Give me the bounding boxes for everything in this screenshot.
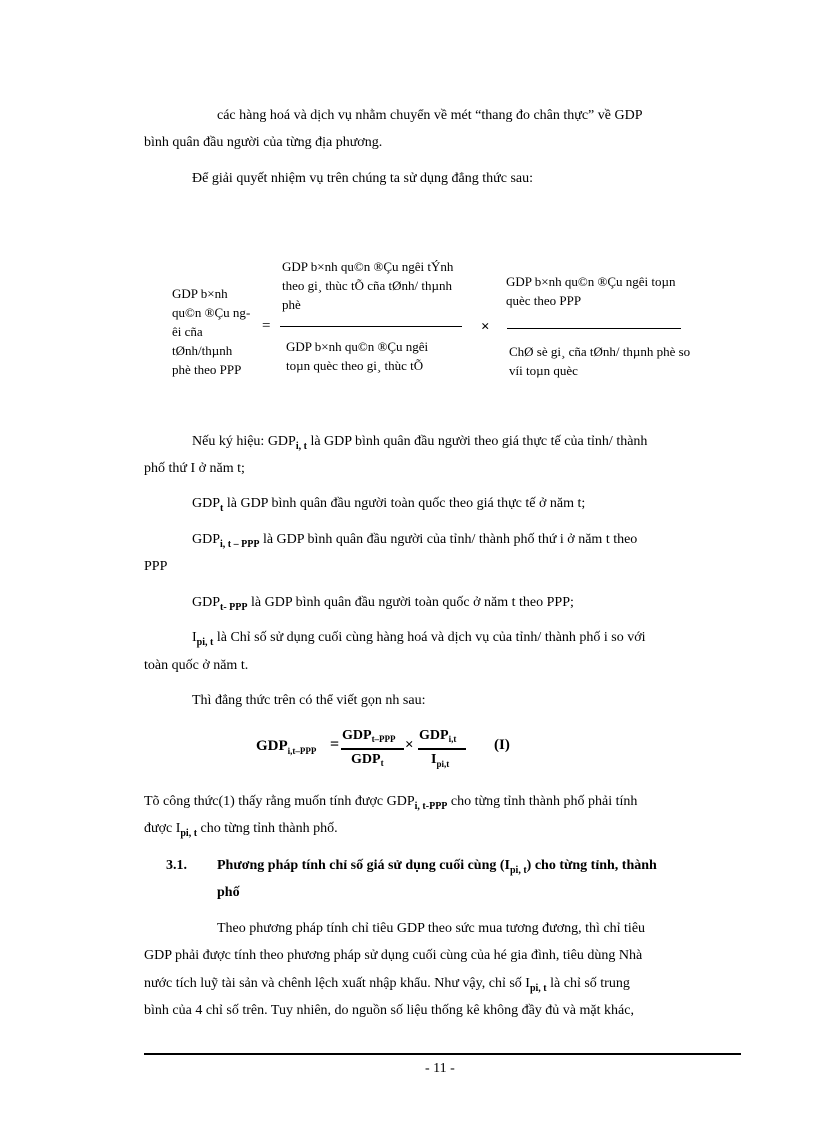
body-line-3-subscript: pi, t [529, 983, 547, 994]
definition-1-text: là GDP bình quân đầu người theo giá thực tế của tỉnh/ thành [310, 434, 648, 449]
formula2-label: (I) [494, 737, 510, 753]
after-line-1-subscript: i, t-PPP [414, 801, 448, 812]
formula2-denominator-2-subscript: pi,t [436, 759, 450, 769]
formula1-numerator-2: GDP b×nh qu©n ®Çu ngêi toµn quèc theo PPP [506, 274, 676, 308]
formula2-equals: = [330, 736, 340, 753]
body-line-4: bình của 4 chỉ số trên. Tuy nhiên, do nguồn số liệu thống kê không đầy đủ và mặt khác, [144, 1003, 634, 1018]
formula2-lhs-subscript: i,t–PPP [287, 746, 317, 756]
formula2-numerator-1-subscript: t–PPP [371, 734, 396, 744]
formula1-equals: = [262, 318, 271, 334]
definition-3-prefix: GDP [192, 532, 221, 547]
formula2-fraction-bar-2 [418, 748, 466, 750]
formula1-numerator-1: GDP b×nh qu©n ®Çu ngêi tÝnh theo gi¸ thùc tÕ cña tØnh/ thµnh phè [282, 259, 454, 312]
after-line-2-subscript: pi, t [180, 828, 198, 839]
definition-2 [192, 494, 585, 515]
section-number: 3.1. [166, 858, 187, 873]
formula2-denominator-1 [351, 752, 384, 768]
section-title-subscript: pi, t [509, 865, 527, 876]
formula2-denominator-1-subscript: t [380, 758, 384, 768]
formula1-fraction-bar-1 [280, 326, 462, 327]
section-title-text: Phương pháp tính chỉ số giá sử dụng cuối cùng (I [217, 858, 510, 873]
body-line-2: GDP phải được tính theo phương pháp sử dụng cuối cùng của hé gia đình, tiêu dùng Nhà [144, 948, 643, 963]
formula2-lhs [256, 738, 316, 755]
definition-5-prefix: I [192, 630, 197, 645]
after-line-1 [144, 792, 637, 813]
definition-2-prefix: GDP [192, 496, 221, 511]
page-number: - 11 - [425, 1061, 455, 1076]
definition-3-text: là GDP bình quân đầu người của tỉnh/ thành phố thứ i ở năm t theo [262, 532, 638, 547]
formula2-fraction-bar-1 [341, 748, 404, 750]
formula1-denominator-1: GDP b×nh qu©n ®Çu ngêi toµn quèc theo gi¸ thùc tÕ [286, 339, 429, 373]
definition-5 [192, 628, 646, 649]
definition-1-continued: phố thứ I ở năm t; [144, 461, 245, 476]
formula2-numerator-2 [419, 728, 456, 744]
after-line-1-post: cho từng tỉnh thành phố phải tính [450, 794, 638, 809]
definition-3 [192, 530, 637, 551]
definition-5-text: là Chỉ số sử dụng cuối cùng hàng hoá và dịch vụ của tỉnh/ thành phố i so với [216, 630, 646, 645]
formula2-numerator-2-base: GDP [419, 728, 449, 743]
formula1-fraction-bar-2 [507, 328, 681, 329]
formula2-times: × [405, 737, 414, 753]
formula2-denominator-1-base: GDP [351, 752, 381, 767]
after-line-2 [144, 819, 338, 840]
definition-1-prefix: Nếu ký hiệu: GDP [192, 434, 296, 449]
definition-1-subscript: i, t [295, 441, 307, 452]
definition-6: Thì đẳng thức trên có thể viết gọn nh sau: [192, 693, 426, 708]
definition-3-subscript: i, t – PPP [220, 539, 260, 550]
formula2-denominator-2-base: I [431, 752, 437, 767]
body-line-3-post: là chỉ số trung [550, 976, 630, 991]
formula1-lhs: GDP b×nh qu©n ®Çu ngêi cña tØnh/thµnh phè theo PPP [172, 286, 251, 377]
formula2-lhs-base: GDP [256, 738, 288, 754]
definition-2-subscript: t [220, 503, 224, 514]
body-line-3 [144, 974, 630, 995]
footer-rule [144, 1053, 741, 1055]
body-line-1: Theo phương pháp tính chỉ tiêu GDP theo sức mua tương đương, thì chỉ tiêu [217, 921, 646, 936]
formula1-denominator-2: ChØ sè gi¸ cña tØnh/ thµnh phè so víi toµn quèc [509, 344, 691, 378]
intro-line-1: các hàng hoá và dịch vụ nhằm chuyển về mét “thang đo chân thực” về GDP [217, 108, 643, 123]
formula2-numerator-2-subscript: i,t [448, 734, 457, 744]
section-title-post: ) cho từng tỉnh, thành [526, 858, 657, 873]
formula2-numerator-1-base: GDP [342, 728, 372, 743]
section-title [217, 856, 657, 877]
formula2-numerator-1 [342, 728, 396, 744]
section-title-continued: phố [217, 885, 240, 900]
body-line-3-text: nước tích luỹ tài sản và chênh lệch xuất nhập khẩu. Như vậy, chỉ số I [144, 976, 530, 991]
after-line-2-text: được I [144, 821, 181, 836]
after-line-2-post: cho từng tỉnh thành phố. [200, 821, 338, 836]
definition-5-continued: toàn quốc ở năm t. [144, 658, 249, 673]
intro-line-2: bình quân đầu người của từng địa phương. [144, 135, 383, 150]
definition-4-subscript: t- PPP [220, 602, 248, 613]
formula2-denominator-2 [431, 752, 449, 768]
intro-para-2: Để giải quyết nhiệm vụ trên chúng ta sử dụng đẳng thức sau: [192, 171, 533, 186]
after-line-1-text: Tõ công thức(1) thấy rằng muốn tính được GDP [144, 794, 415, 809]
formula1-times: × [481, 319, 490, 335]
definition-3-continued: PPP [144, 559, 168, 574]
definition-4-text: là GDP bình quân đầu người toàn quốc ở năm t theo PPP; [251, 595, 574, 610]
definition-4-prefix: GDP [192, 595, 221, 610]
definition-1 [192, 432, 647, 453]
definition-2-text: là GDP bình quân đầu người toàn quốc theo giá thực tế ở năm t; [226, 496, 586, 511]
definition-5-subscript: pi, t [196, 637, 214, 648]
definition-4 [192, 593, 574, 614]
